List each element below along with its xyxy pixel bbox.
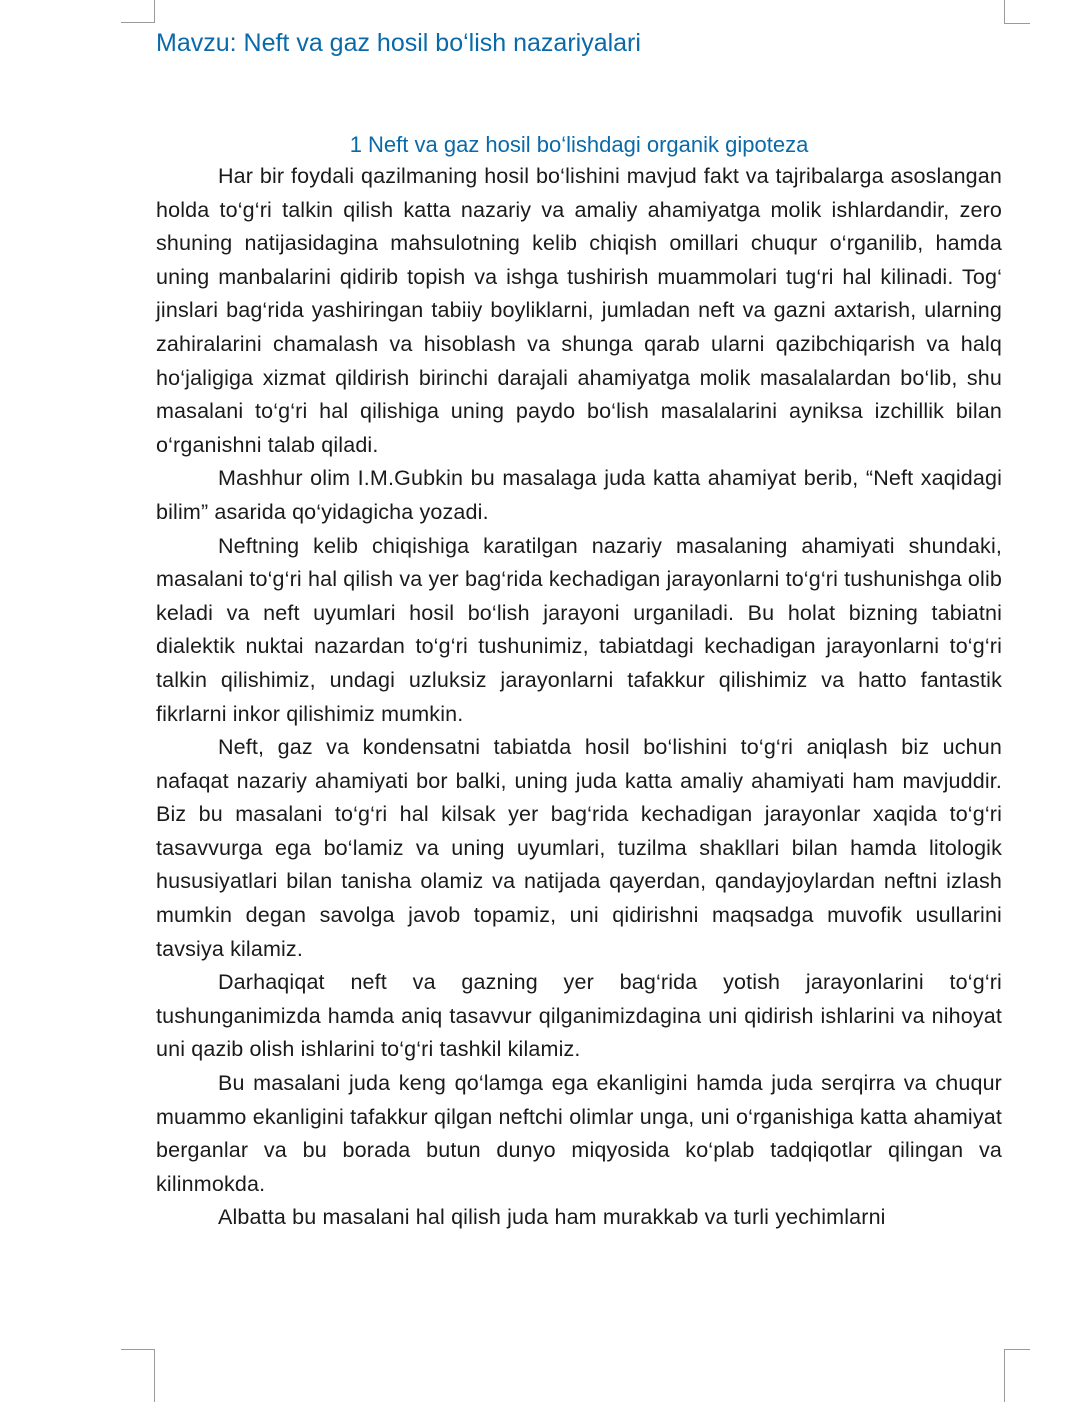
paragraph-3: Neftning kelib chiqishiga karatilgan nazariy masalaning ahamiyati shundaki, masalani to‘g‘ri hal qilish va yer bag‘rida kechadigan jarayonlarni to‘g‘ri tushunishga olib keladi va neft uyumlari hosil bo‘lish jarayoni urganiladi. Bu holat bizning tabiatni dialektik nuktai nazardan to‘g‘ri tushunimiz, tabiatdagi kechadigan jarayonlarni to‘g‘ri talkin qilishimiz, undagi uzluksiz jarayonlarni tafakkur qilishimiz va hatto fantastik fikrlarni inkor qilishimiz mumkin. — [156, 533, 1002, 726]
paragraph-1: Har bir foydali qazilmaning hosil bo‘lishini mavjud fakt va tajribalarga asoslangan holda to‘g‘ri talkin qilish katta nazariy va amaliy ahamiyatga molik ishlardandir, zero shuning natijasidagina mahsulotning kelib chiqish omillari chuqur o‘rganilib, hamda uning manbalarini qidirib topish va ishga tushirish muammolari tug‘ri hal kilinadi. Tog‘ jinslari bag‘rida yashiringan tabiiy boyliklarni, jumladan neft va gazni axtarish, ularning zahiralarini chamalash va hisoblash va shunga qarab ularni qazibchiqarish va halq ho‘jaligiga xizmat qildirish birinchi darajali ahamiyatga molik masalalardan bo‘lib, shu masalani to‘g‘ri hal qilishiga uning paydo bo‘lish masalalarini ayniksa izchillik bilan o‘rganishni talab qiladi. — [156, 164, 1002, 457]
paragraph-2: Mashhur olim I.M.Gubkin bu masalaga juda katta ahamiyat berib, “Neft xaqidagi bilim” asarida qo‘yidagicha yozadi. — [156, 466, 1002, 524]
paragraph-4: Neft, gaz va kondensatni tabiatda hosil bo‘lishini to‘g‘ri aniqlash biz uchun nafaqat nazariy ahamiyati bor balki, uning juda katta amaliy ahamiyati ham mavjuddir. Biz bu masalani to‘g‘ri hal kilsak yer bag‘rida kechadigan jarayonlar xaqida to‘g‘ri tasavvurga ega bo‘lamiz va uning uyumlari, tuzilma shakllari bilan hamda litologik hususiyatlari bilan tanisha olamiz va natijada qayerdan, qandayjoylardan neftni izlash mumkin degan savolga javob topamiz, uni qidirishni maqsadga muvofik usullarini tavsiya kilamiz. — [156, 735, 1002, 961]
document-title: Mavzu: Neft va gaz hosil bo‘lish nazariyalari — [156, 29, 641, 57]
crop-mark-bottom-right — [1004, 1349, 1030, 1402]
document-page — [156, 20, 1002, 1235]
paragraph-6: Bu masalani juda keng qo‘lamga ega ekanligini hamda juda serqirra va chuqur muammo ekanligini tafakkur qilgan neftchi olimlar unga, uni o‘rganishiga katta ahamiyat berganlar va bu borada butun dunyo miqyosida ko‘plab tadqiqotlar qilingan va kilinmokda. — [156, 1071, 1002, 1196]
crop-mark-bottom-left — [121, 1349, 155, 1402]
crop-mark-top-left — [121, 0, 155, 23]
section-heading: 1 Neft va gaz hosil bo‘lishdagi organik gipoteza — [349, 132, 809, 157]
paragraph-7: Albatta bu masalani hal qilish juda ham murakkab va turli yechimlarni — [218, 1205, 886, 1230]
crop-mark-top-right — [1004, 0, 1030, 24]
paragraph-5: Darhaqiqat neft va gazning yer bag‘rida yotish jarayonlarini to‘g‘ri tushunganimizda hamda aniq tasavvur qilganimizdagina uni qidirish ishlarini va nihoyat uni qazib olish ishlarini to‘g‘ri tashkil kilamiz. — [156, 970, 1002, 1062]
